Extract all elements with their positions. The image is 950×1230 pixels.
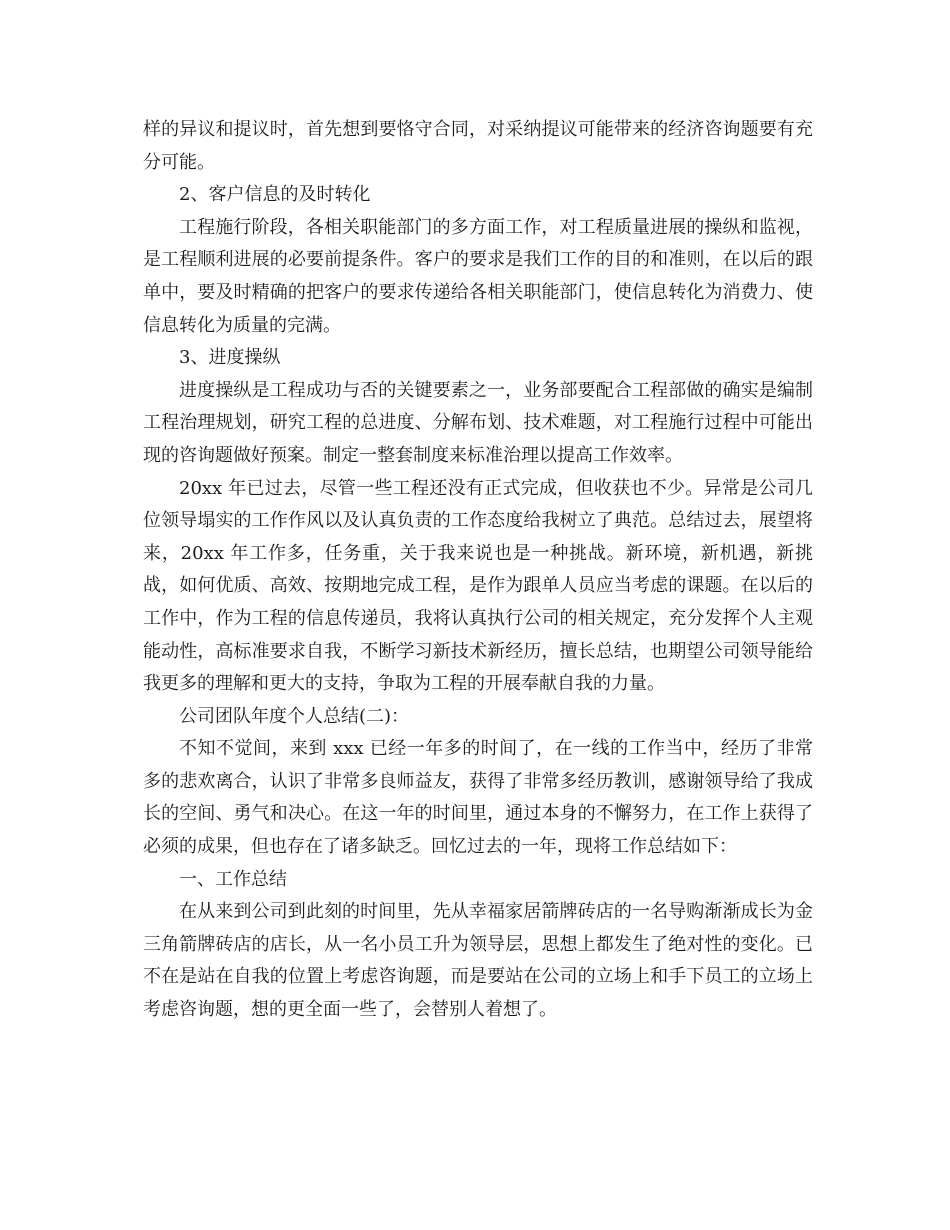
section-heading-summary-two: 公司团队年度个人总结(二)： [179, 705, 410, 727]
paragraph-progress-control: 进度操纵是工程成功与否的关键要素之一，业务部要配合工程部做的确实是编制工程治理规划，研究工程的总进度、分解布划、技术难题，对工程施行过程中可能出现的咨询题做好预案。制定一整套制度来标准治理以提高工作效率。 [143, 379, 813, 466]
paragraph-customer-info: 工程施行阶段，各相关职能部门的多方面工作，对工程质量进展的操纵和监视，是工程顺利进展的必要前提条件。客户的要求是我们工作的目的和准则，在以后的跟单中，要及时精确的把客户的要求传递给各相关职能部门，使信息转化为消费力、使信息转化为质量的完满。 [143, 216, 813, 336]
paragraph-year-review: 20xx 年已过去，尽管一些工程还没有正式完成，但收获也不少。异常是公司几位领导塌实的工作作风以及认真负责的工作态度给我树立了典范。总结过去，展望将来，20xx 年工作多，任务重，关于我来说也是一种挑战。新环境，新机遇，新挑战，如何优质、高效、按期地完成工程，是作为跟单人员应当考虑的课题。在以后的工作中，作为工程的信息传递员，我将认真执行公司的相关规定，充分发挥个人主观能动性，高标准要求自我，不断学习新技术新经历，擅长总结，也期望公司领导能给我更多的理解和更大的支持，争取为工程的开展奉献自我的力量。 [143, 477, 813, 695]
section-heading-progress-control: 3、进度操纵 [179, 347, 281, 369]
document-page [143, 114, 813, 1027]
section-heading-work-summary: 一、工作总结 [179, 868, 287, 890]
section-heading-customer-info: 2、客户信息的及时转化 [179, 184, 371, 206]
paragraph-work-summary: 在从来到公司到此刻的时间里，先从幸福家居箭牌砖店的一名导购渐渐成长为金三角箭牌砖店的店长，从一名小员工升为领导层，思想上都发生了绝对性的变化。已不在是站在自我的位置上考虑咨询题，而是要站在公司的立场上和手下员工的立场上考虑咨询题，想的更全面一些了，会替别人着想了。 [143, 901, 813, 1021]
paragraph-continuation: 样的异议和提议时，首先想到要恪守合同，对采纳提议可能带来的经济咨询题要有充分可能。 [143, 119, 813, 173]
paragraph-intro: 不知不觉间，来到 xxx 已经一年多的时间了，在一线的工作当中，经历了非常多的悲欢离合，认识了非常多良师益友，获得了非常多经历教训，感谢领导给了我成长的空间、勇气和决心。在这一年的时间里，通过本身的不懈努力，在工作上获得了必须的成果，但也存在了诸多缺乏。回忆过去的一年，现将工作总结如下： [143, 738, 813, 858]
